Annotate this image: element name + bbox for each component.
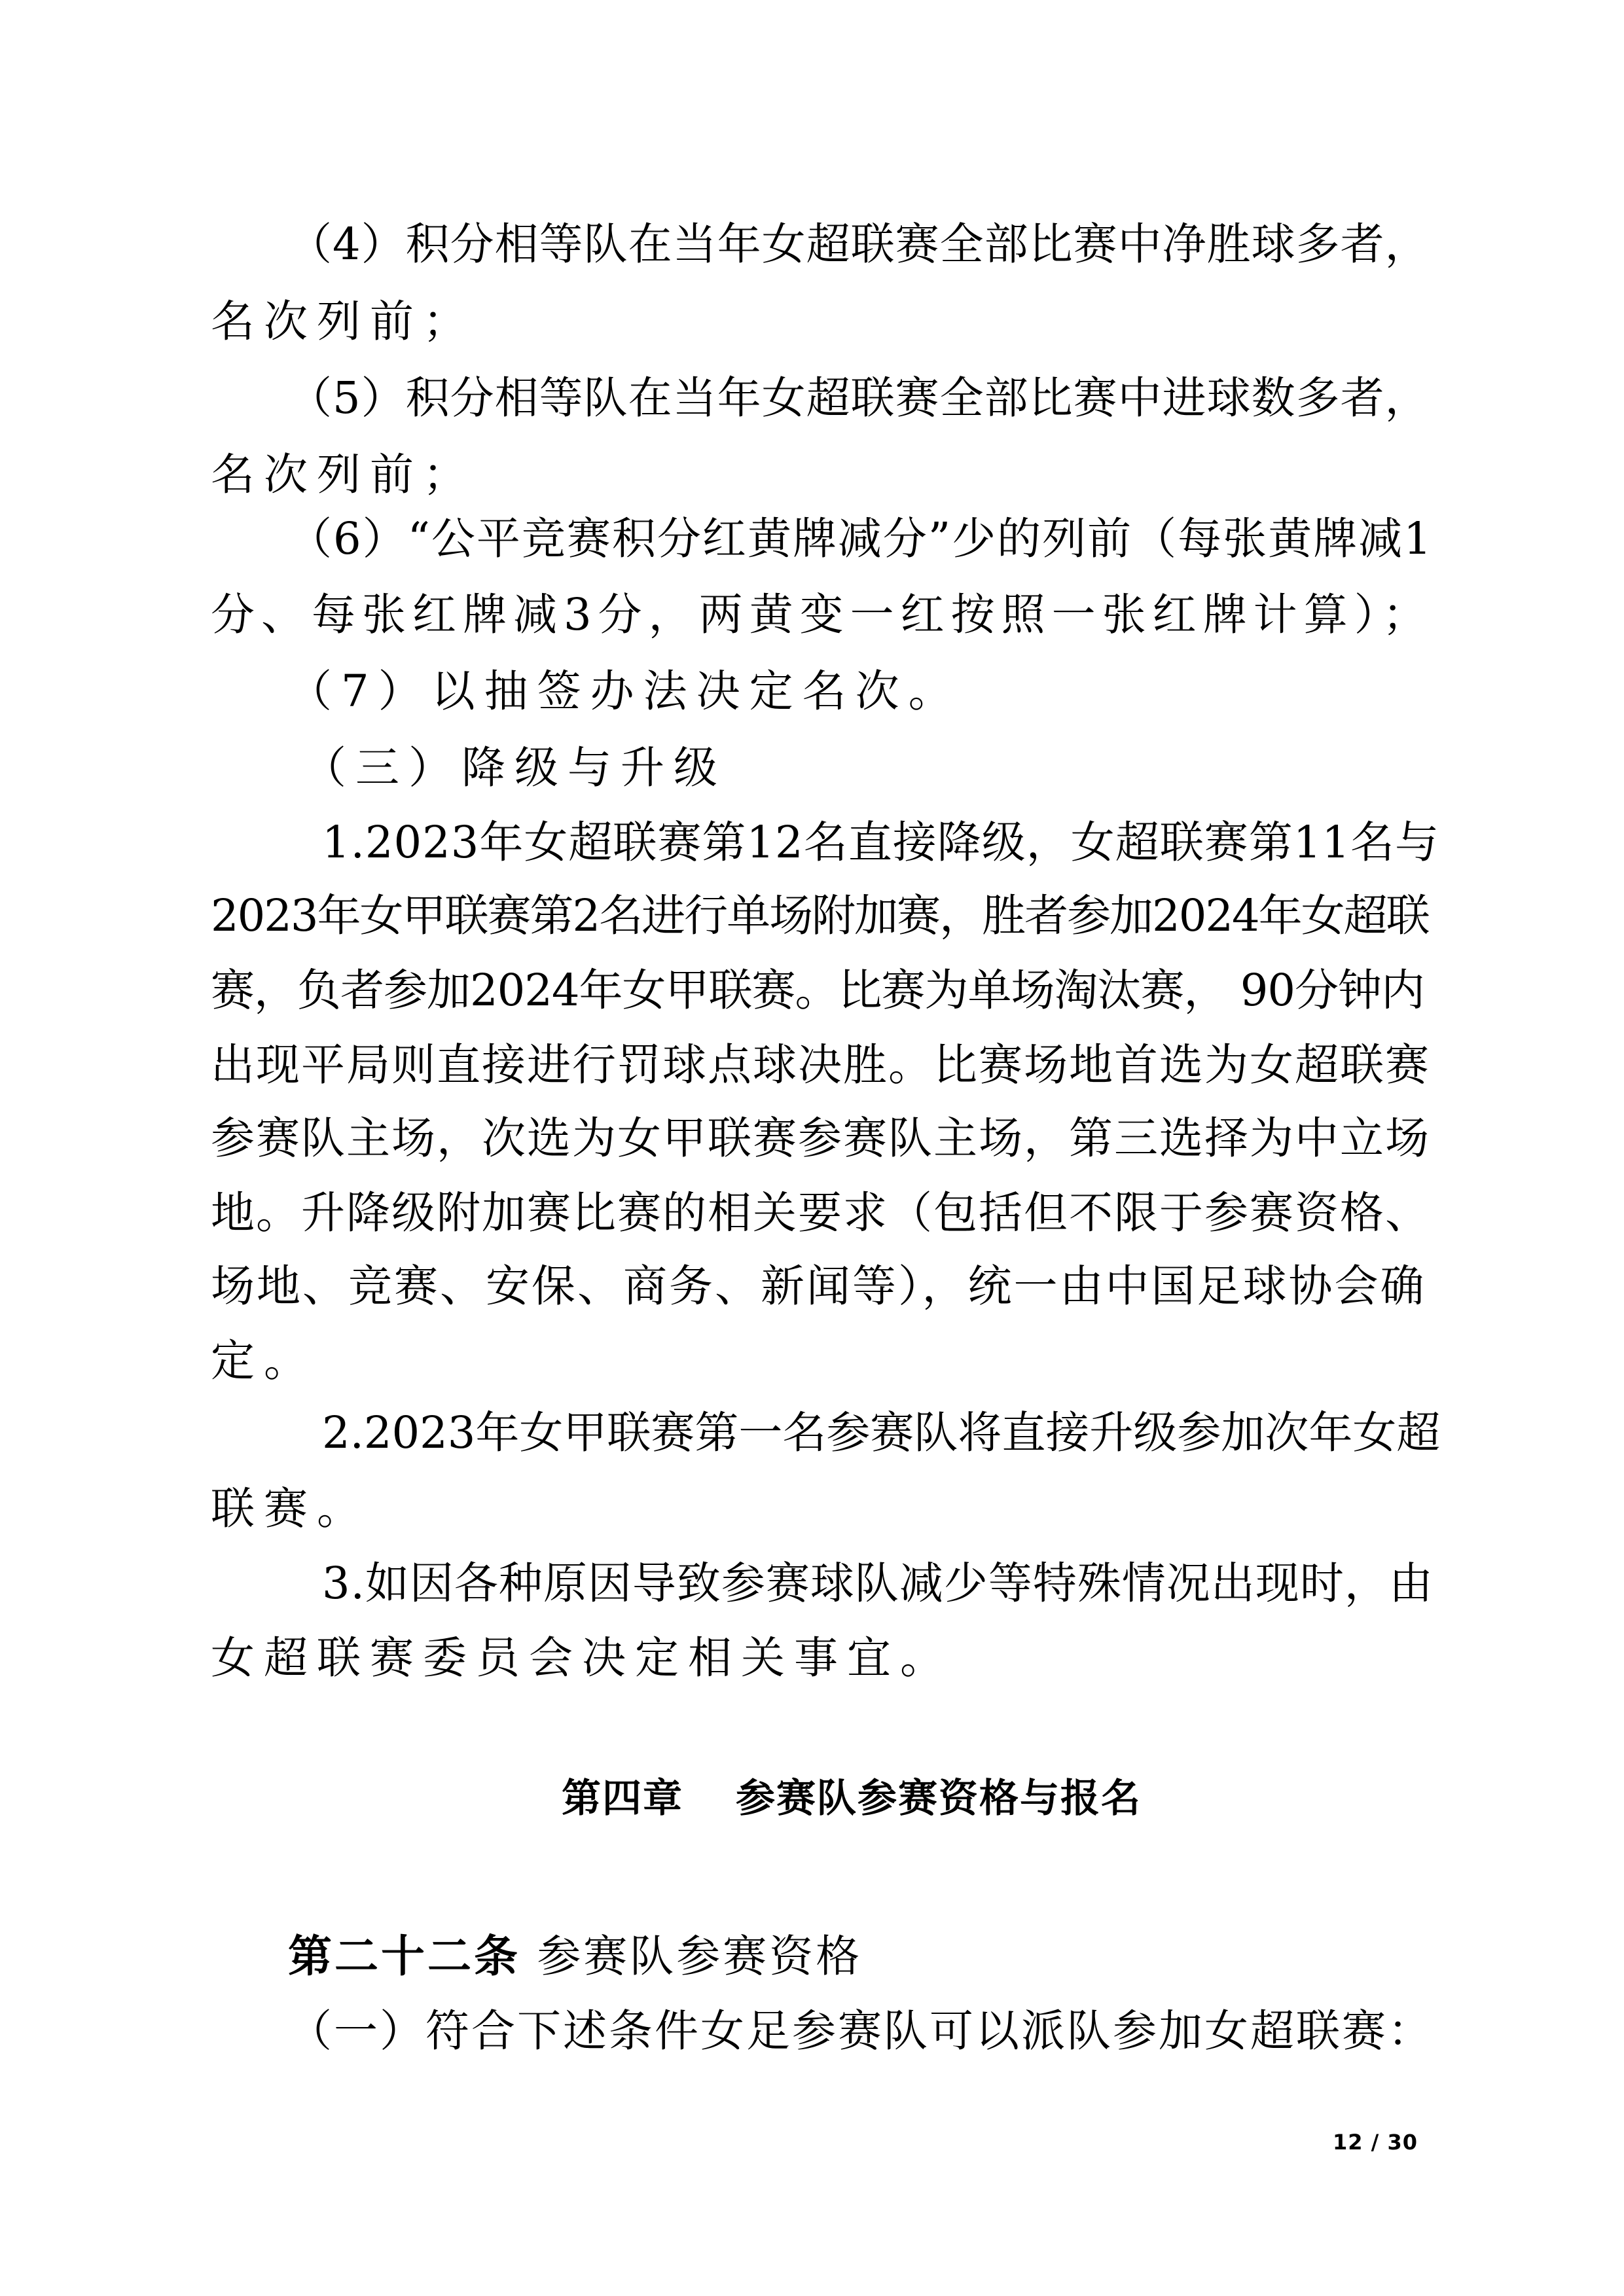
- paragraph-line: 赛，负者参加2024年女甲联赛。比赛为单场淘汰赛， 90分钟内: [211, 965, 1425, 1016]
- paragraph-line: 名次列前；: [211, 449, 476, 500]
- chapter-title: 参赛队参赛资格与报名: [736, 1776, 1142, 1821]
- article-heading: [288, 1931, 863, 1982]
- paragraph-line: （6）“公平竞赛积分红黄牌减分”少的列前（每张黄牌减1: [288, 513, 1433, 564]
- page-number: 12 / 30: [1333, 2130, 1418, 2155]
- paragraph-line: 女超联赛委员会决定相关事宜。: [211, 1632, 953, 1683]
- chapter-number: 第四章: [562, 1776, 683, 1821]
- paragraph-line: （一）符合下述条件女足参赛队可以派队参加女超联赛：: [288, 2005, 1434, 2056]
- paragraph-line: 分、每张红牌减3分，两黄变一红按照一张红牌计算）；: [211, 589, 1434, 640]
- paragraph-line: 定。: [211, 1335, 317, 1386]
- paragraph-line: 参赛队主场，次选为女甲联赛参赛队主场，第三选择为中立场: [211, 1113, 1430, 1164]
- paragraph-line: 名次列前；: [211, 296, 476, 347]
- section-heading: （三）降级与升级: [302, 742, 727, 793]
- chapter-heading: [562, 1776, 1142, 1821]
- paragraph-line: 出现平局则直接进行罚球点球决胜。比赛场地首选为女超联赛: [211, 1039, 1430, 1090]
- paragraph-line: 地。升降级附加赛比赛的相关要求（包括但不限于参赛资格、: [211, 1187, 1430, 1238]
- paragraph-line: 3.如因各种原因导致参赛球队减少等特殊情况出现时，由: [322, 1558, 1434, 1609]
- paragraph-line: 联赛。: [211, 1483, 370, 1534]
- paragraph-line: 1.2023年女超联赛第12名直接降级，女超联赛第11名与: [322, 817, 1439, 868]
- article-number: 第二十二条: [288, 1931, 520, 1982]
- paragraph-line: （4）积分相等队在当年女超联赛全部比赛中净胜球多者，: [288, 219, 1430, 270]
- paragraph-line: 2.2023年女甲联赛第一名参赛队将直接升级参加次年女超: [322, 1407, 1441, 1458]
- paragraph-line: 场地、竞赛、安保、商务、新闻等），统一由中国足球协会确: [211, 1261, 1426, 1312]
- article-title: 参赛队参赛资格: [537, 1931, 863, 1982]
- paragraph-line: （7）以抽签办法决定名次。: [288, 666, 962, 717]
- paragraph-line: 2023年女甲联赛第2名进行单场附加赛，胜者参加2024年女超联: [211, 890, 1429, 941]
- paragraph-line: （5）积分相等队在当年女超联赛全部比赛中进球数多者，: [288, 372, 1430, 423]
